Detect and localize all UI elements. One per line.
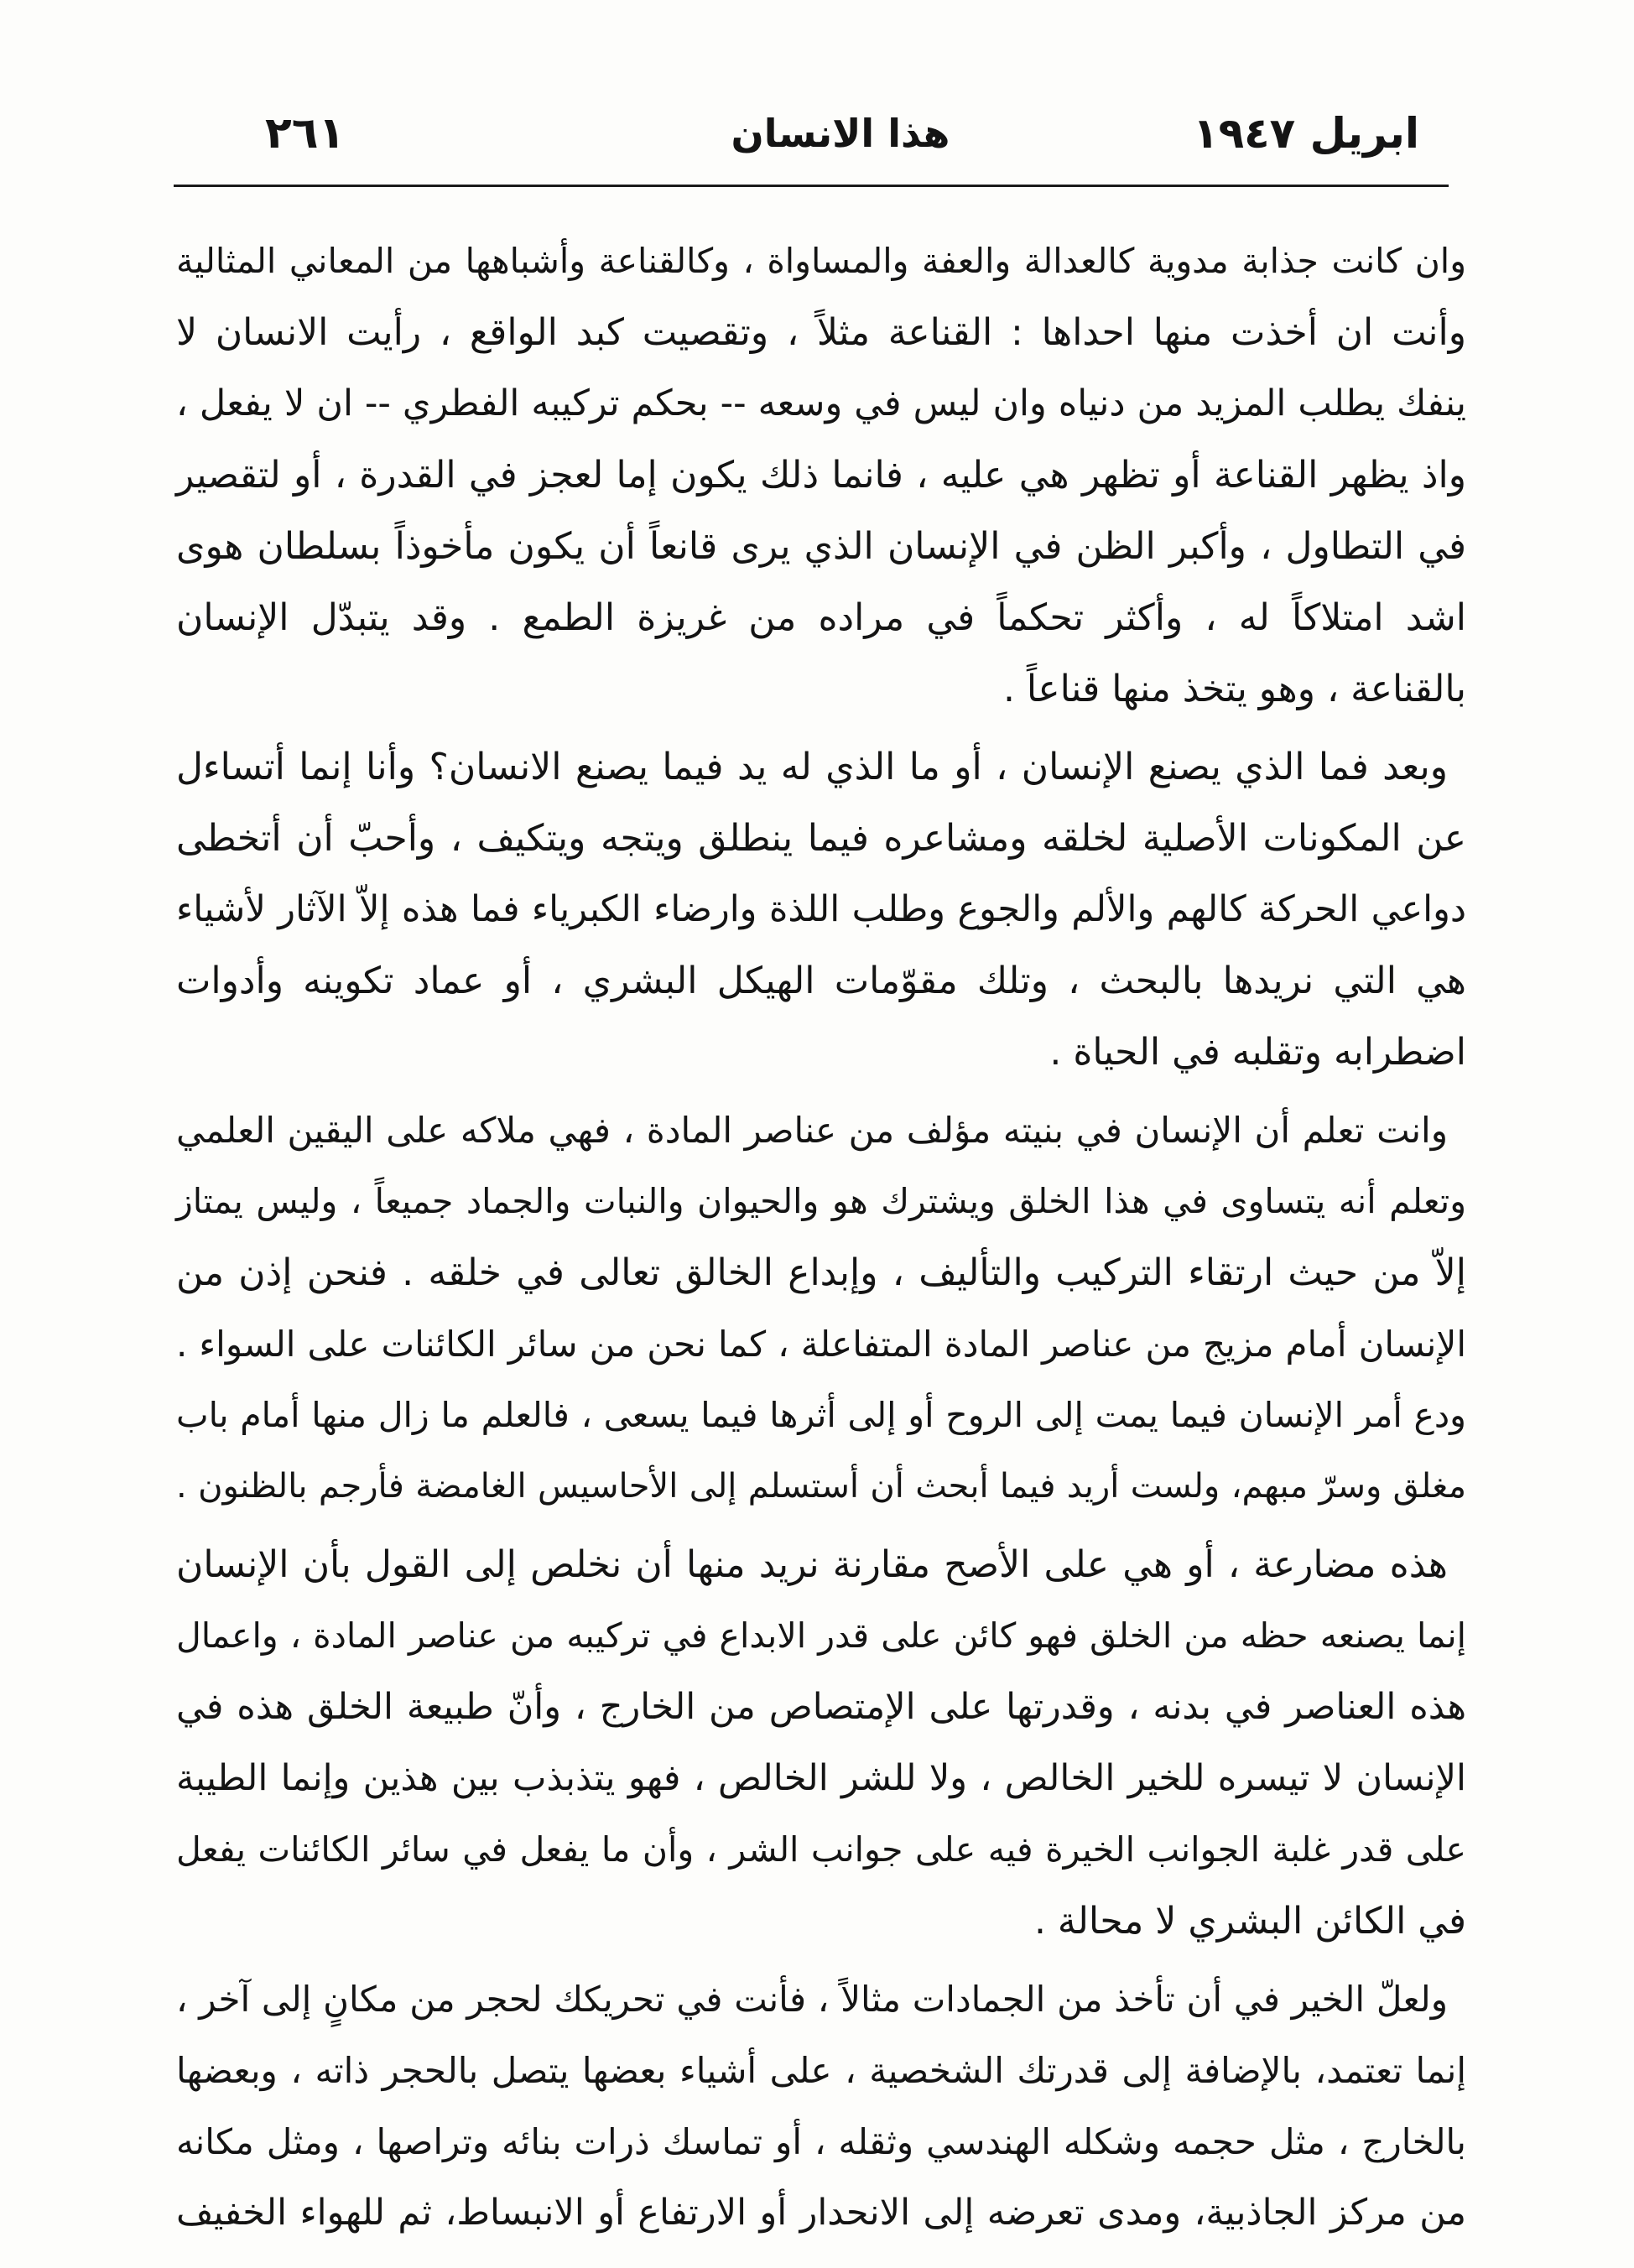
text-line: وبعد فما الذي يصنع الإنسان ، أو ما الذي له يد فيما يصنع الانسان؟ وأنا إنما أتساءل: [176, 746, 1448, 788]
text-line: وانت تعلم أن الإنسان في بنيته مؤلف من عناصر المادة ، فهي ملاكه على اليقين العلمي: [176, 1110, 1448, 1151]
header-date: ابريل ١٩٤٧: [1193, 109, 1419, 158]
text-line: في التطاول ، وأكبر الظن في الإنسان الذي يرى قانعاً أن يكون مأخوذاً بسلطان هوى: [176, 525, 1466, 568]
text-line: من مركز الجاذبية، ومدى تعرضه إلى الانحدار أو الارتفاع أو الانبساط، ثم للهواء الخفيف: [176, 2192, 1466, 2234]
text-line: اضطرابه وتقلبه في الحياة .: [1049, 1031, 1466, 1074]
header-rule: [174, 185, 1449, 187]
text-line: ينفك يطلب المزيد من دنياه وان ليس في وسعه -- بحكم تركيبه الفطري -- ان لا يفعل ،: [176, 382, 1466, 424]
text-line: هذه العناصر في بدنه ، وقدرتها على الإمتصاص من الخارج ، وأنّ طبيعة الخلق هذه في: [176, 1686, 1466, 1728]
text-line: مغلق وسرّ مبهم، ولست أريد فيما أبحث أن أستسلم إلى الأحاسيس الغامضة فأرجم بالظنون .: [176, 1467, 1466, 1506]
text-line: بالخارج ، مثل حجمه وشكله الهندسي وثقله ، أو تماسك ذرات بنائه وتراصها ، ومثل مكانه: [176, 2121, 1466, 2162]
text-line: وتعلم أنه يتساوى في هذا الخلق ويشترك هو والحيوان والنبات والجماد جميعاً ، وليس يمتاز: [176, 1181, 1466, 1221]
text-line: بالقناعة ، وهو يتخذ منها قناعاً .: [1002, 668, 1466, 710]
paragraph: [176, 226, 1466, 725]
text-line: إنما تعتمد، بالإضافة إلى قدرتك الشخصية ، على أشياء بعضها يتصل بالحجر ذاته ، وبعضها: [176, 2050, 1466, 2091]
text-line: إنما يصنعه حظه من الخلق فهو كائن على قدر الابداع في تركيبه من عناصر المادة ، واعمال: [176, 1615, 1466, 1656]
paragraph: [176, 1529, 1466, 1957]
paragraph: [176, 731, 1466, 1088]
header-title: هذا الانسان: [731, 111, 950, 156]
paragraph: [176, 1095, 1466, 1522]
text-line: عن المكونات الأصلية لخلقه ومشاعره فيما ينطلق ويتجه ويتكيف ، وأحبّ أن أتخطى: [176, 817, 1466, 860]
text-line: إلاّ من حيث ارتقاء التركيب والتأليف ، وإبداع الخالق تعالى في خلقه . فنحن إذن من: [176, 1251, 1466, 1294]
text-line: على قدر غلبة الجوانب الخيرة فيه على جوانب الشر ، وأن ما يفعل في سائر الكائنات يفعل: [176, 1829, 1466, 1870]
text-line: اشد امتلاكاً له ، وأكثر تحكماً في مراده من غريزة الطمع . وقد يتبدّل الإنسان: [176, 596, 1466, 639]
text-line: وأنت ان أخذت منها احداها : القناعة مثلاً ، وتقصيت كبد الواقع ، رأيت الانسان لا: [176, 311, 1466, 354]
text-line: الإنسان أمام مزيج من عناصر المادة المتفاعلة ، كما نحن من سائر الكائنات على السواء .: [176, 1324, 1466, 1365]
text-line: واذ يظهر القناعة أو تظهر هي عليه ، فانما ذلك يكون إما لعجز في القدرة ، أو لتقصير: [176, 454, 1466, 497]
page-number: ٢٦١: [265, 108, 346, 159]
paragraph: [176, 1964, 1466, 2249]
text-line: هي التي نريدها بالبحث ، وتلك مقوّمات الهيكل البشري ، أو عماد تكوينه وأدوات: [176, 960, 1466, 1002]
text-line: في الكائن البشري لا محالة .: [1033, 1900, 1466, 1943]
text-line: هذه مضارعة ، أو هي على الأصح مقارنة نريد منها أن نخلص إلى القول بأن الإنسان: [176, 1543, 1448, 1586]
text-line: ولعلّ الخير في أن تأخذ من الجمادات مثالاً ، فأنت في تحريكك لحجر من مكانٍ إلى آخر ،: [176, 1979, 1448, 2020]
text-line: وان كانت جذابة مدوية كالعدالة والعفة والمساواة ، وكالقناعة وأشباهها من المعاني المثالية: [176, 241, 1466, 281]
article-body: [176, 226, 1466, 2249]
text-line: الإنسان لا تيسره للخير الخالص ، ولا للشر الخالص ، فهو يتذبذب بين هذين وإنما الطيبة: [176, 1757, 1466, 1799]
text-line: ودع أمر الإنسان فيما يمت إلى الروح أو إلى أثرها فيما يسعى ، فالعلم ما زال منها أمام باب: [176, 1395, 1466, 1435]
text-line: دواعي الحركة كالهم والألم والجوع وطلب اللذة وارضاء الكبرياء فما هذه إلاّ الآثار لأشياء: [176, 888, 1466, 930]
